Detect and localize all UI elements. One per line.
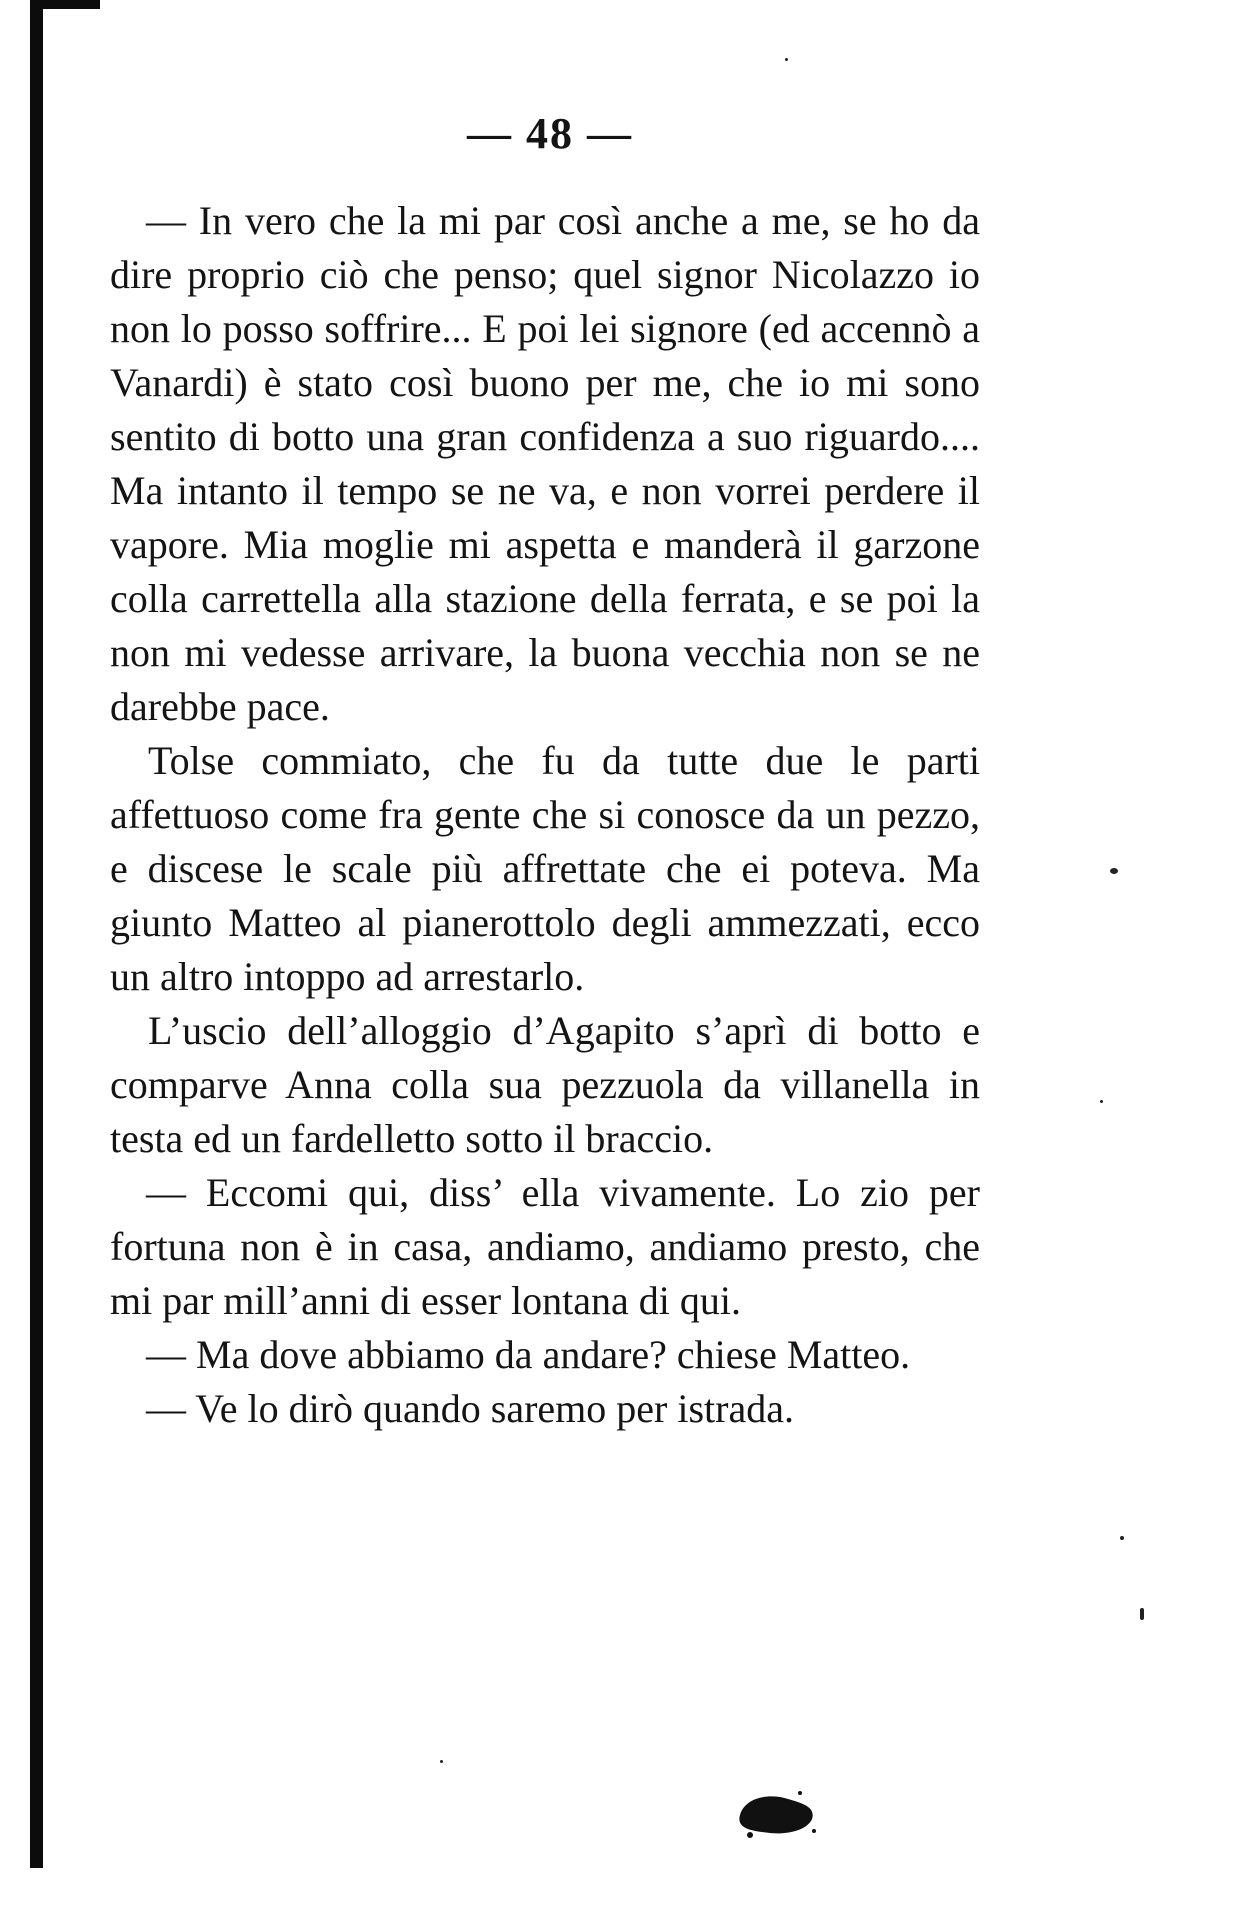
speck <box>1100 1100 1103 1103</box>
paragraph-1: — In vero che la mi par così anche a me, se ho da dire proprio ciò che penso; quel signor Nicolazzo io non lo posso soffrire... E poi lei signore (ed accennò a Vanardi) è stato così buono per me, che io mi sono sentito di botto una gran confidenza a suo riguardo.... Ma intanto il tempo se ne va, e non vorrei perdere il vapore. Mia moglie mi aspetta e manderà il garzone colla carrettella alla stazione della ferrata, e se poi la non mi vedesse arrivare, la buona vecchia non se ne darebbe pace. <box>110 198 980 729</box>
paragraph-4: — Eccomi qui, diss’ ella vivamente. Lo zio per fortuna non è in casa, andiamo, andiamo presto, che mi par mill’anni di esser lontana di qui. <box>110 1170 980 1323</box>
paragraph-5: — Ma dove abbiamo da andare? chiese Matteo. <box>146 1332 911 1377</box>
ink-blot <box>730 1785 820 1845</box>
speck <box>1110 868 1118 874</box>
body-text <box>110 194 980 1436</box>
speck <box>1140 1608 1144 1620</box>
binding-edge <box>30 0 43 1868</box>
paragraph-2: Tolse commiato, che fu da tutte due le parti affettuoso come fra gente che si conosce da un pezzo, e discese le scale più affrettate che ei poteva. Ma giunto Matteo al pianerottolo degli ammezzati, ecco un altro intoppo ad arrestarlo. <box>110 738 980 999</box>
speck <box>785 58 788 61</box>
paragraph-3: L’uscio dell’alloggio d’Agapito s’aprì di botto e comparve Anna colla sua pezzuola da villanella in testa ed un fardelletto sotto il braccio. <box>110 1008 980 1161</box>
paragraph-6: — Ve lo dirò quando saremo per istrada. <box>146 1386 794 1431</box>
speck <box>1120 1536 1124 1540</box>
speck <box>440 1760 443 1763</box>
page-number: — 48 — <box>467 109 633 158</box>
